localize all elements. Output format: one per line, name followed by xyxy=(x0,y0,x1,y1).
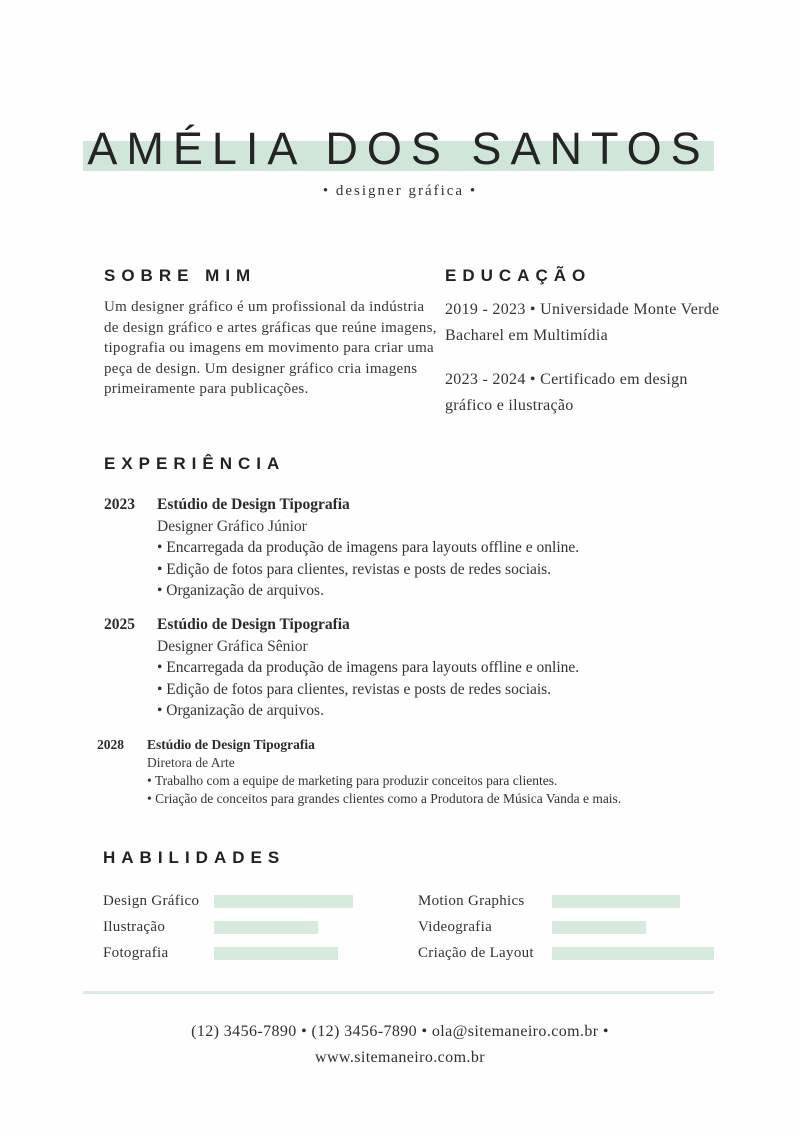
skill-item xyxy=(103,893,418,910)
experience-bullet: • Criação de conceitos para grandes clientes como a Produtora de Música Vanda e mais. xyxy=(147,791,622,806)
about-section xyxy=(104,266,442,400)
experience-company: Estúdio de Design Tipografia xyxy=(147,737,315,752)
skill-item xyxy=(418,893,717,910)
experience-entry xyxy=(97,736,713,808)
website-url: www.sitemaneiro.com.br xyxy=(315,1049,485,1066)
experience-year: 2028 xyxy=(97,737,124,752)
person-name: AMÉLIA DOS SANTOS xyxy=(87,123,710,174)
experience-role: Diretora de Arte xyxy=(147,755,235,770)
experience-heading: EXPERIÊNCIA xyxy=(104,454,286,473)
experience-bullet: • Encarregada da produção de imagens para layouts offline e online. xyxy=(157,539,580,556)
experience-bullet: • Organização de arquivos. xyxy=(157,702,324,719)
skills-grid xyxy=(103,888,717,966)
experience-entry-body xyxy=(157,614,579,722)
skill-label: Videografia xyxy=(418,918,493,935)
experience-bullet: • Edição de fotos para clientes, revistas e posts de redes sociais. xyxy=(157,680,552,698)
skill-label: Fotografia xyxy=(103,944,169,961)
skill-row xyxy=(103,914,717,940)
skill-bar xyxy=(214,921,318,934)
experience-role: Designer Gráfico Júnior xyxy=(157,517,307,535)
experience-year: 2023 xyxy=(104,496,135,513)
education-section xyxy=(445,266,723,419)
experience-year: 2025 xyxy=(104,616,135,633)
about-heading: SOBRE MIM xyxy=(104,266,257,285)
experience-bullet: • Organização de arquivos. xyxy=(157,582,324,599)
experience-bullet: • Edição de fotos para clientes, revistas e posts de redes sociais. xyxy=(157,560,552,578)
skill-bar xyxy=(552,947,714,960)
job-title: • designer gráfica • xyxy=(322,183,478,199)
skill-bar xyxy=(552,895,680,908)
skill-label: Design Gráfico xyxy=(103,892,200,909)
skill-item xyxy=(418,919,717,936)
experience-entry-body xyxy=(147,736,621,808)
experience-role: Designer Gráfica Sênior xyxy=(157,637,308,655)
skill-label: Ilustração xyxy=(103,918,166,935)
skill-row xyxy=(103,888,717,914)
experience-company: Estúdio de Design Tipografia xyxy=(157,496,350,513)
skill-row xyxy=(103,940,717,966)
skill-bar xyxy=(214,947,338,960)
skill-label: Motion Graphics xyxy=(418,892,525,909)
experience-entry xyxy=(104,614,664,722)
skill-bar xyxy=(552,921,646,934)
skills-heading: HABILIDADES xyxy=(103,848,286,867)
skill-item xyxy=(103,945,418,962)
skill-bar xyxy=(214,895,353,908)
contact-info: (12) 3456-7890 • (12) 3456-7890 • ola@sitemaneiro.com.br • xyxy=(191,1023,609,1040)
skill-item xyxy=(103,919,418,936)
experience-bullet: • Trabalho com a equipe de marketing para produzir conceitos para clientes. xyxy=(147,773,558,788)
about-body: Um designer gráfico é um profissional da indústria de design gráfico e artes gráficas que reúne imagens, tipografia ou imagens em movimento para criar uma peça de design. Um designer gráfico cria imagens primeiramente para publicações. xyxy=(104,299,437,397)
education-heading: EDUCAÇÃO xyxy=(445,266,592,285)
education-item: 2023 - 2024 • Certificado em design gráfico e ilustração xyxy=(445,371,688,414)
experience-entry xyxy=(104,494,664,602)
experience-entry-body xyxy=(157,494,579,602)
experience-company: Estúdio de Design Tipografia xyxy=(157,616,350,633)
footer-divider xyxy=(83,991,714,994)
experience-bullet: • Encarregada da produção de imagens para layouts offline e online. xyxy=(157,659,580,676)
education-item: 2019 - 2023 • Universidade Monte Verde Bacharel em Multimídia xyxy=(445,301,720,344)
skill-item xyxy=(418,945,717,962)
skill-label: Criação de Layout xyxy=(418,944,534,961)
